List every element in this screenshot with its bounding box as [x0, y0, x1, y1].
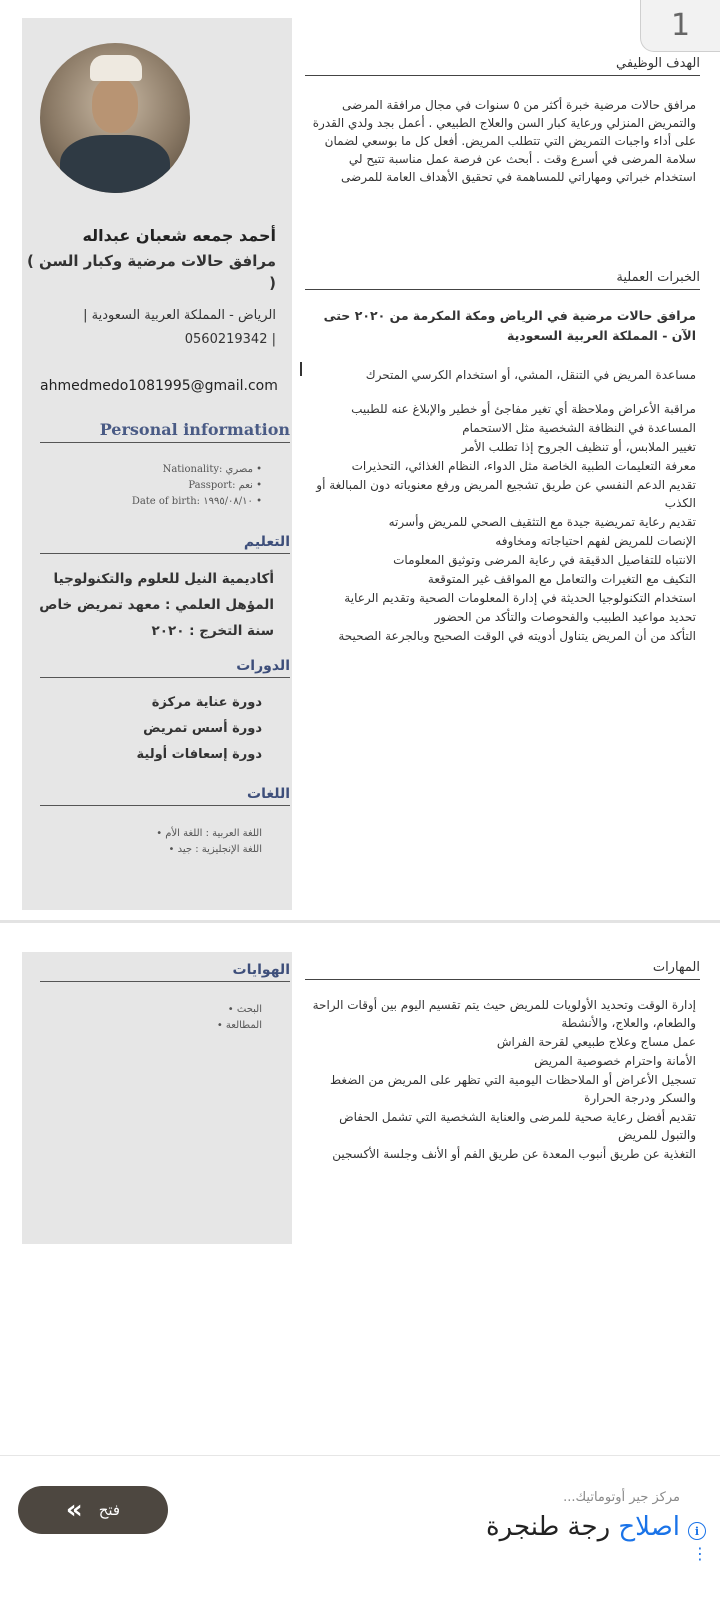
list-item: تغيير الملابس، أو تنظيف الجروح إذا تطلب الأمر — [461, 440, 696, 454]
list-item: Passport: نعم • — [32, 478, 262, 494]
list-item: Date of birth: ١٩٩٥/٠٨/١٠ • — [32, 494, 262, 510]
list-item: دورة أسس تمريض — [143, 721, 262, 736]
profile-location-phone: الرياض - المملكة العربية السعودية | | 0560219342 — [83, 308, 276, 347]
list-item: التغذية عن طريق أنبوب المعدة عن طريق الفم أو الأنف وجلسة الأكسجين — [332, 1147, 696, 1161]
cv-sidebar-page2 — [22, 952, 292, 1244]
list-item: سنة التخرج : ٢٠٢٠ — [151, 623, 274, 639]
list-item: دورة إسعافات أولية — [136, 747, 262, 762]
info-icon[interactable]: i — [688, 1522, 706, 1540]
list-item: أكاديمية النيل للعلوم والتكنولوجيا — [53, 571, 274, 587]
page-number-badge: 1 — [640, 0, 720, 52]
list-item: تقديم الدعم النفسي عن طريق تشجيع المريض ورفع معنوياته دون المبالغة أو الكذب — [316, 478, 696, 510]
list-item: دورة عناية مركزة — [151, 695, 262, 710]
personal-info-list — [32, 462, 262, 510]
ad-title[interactable] — [486, 1512, 680, 1542]
list-item: المساعدة في النظافة الشخصية مثل الاستحمام — [462, 421, 696, 435]
page-divider — [0, 920, 720, 923]
list-item: المؤهل العلمي : معهد تمريض خاص — [39, 597, 274, 613]
list-item: اللغة العربية : اللغة الأم • — [32, 826, 262, 842]
profile-email: ahmedmedo1081995@gmail.com — [40, 378, 278, 394]
courses-list — [32, 690, 262, 768]
cv-sidebar — [22, 18, 292, 910]
list-item: المطالعة • — [32, 1018, 262, 1034]
list-item: الانتباه للتفاصيل الدقيقة في رعاية المرضى وتوثيق المعلومات — [393, 553, 696, 567]
list-item: تقديم رعاية تمريضية جيدة مع التثقيف الصحي للمريض وأسرته — [388, 515, 696, 529]
more-options-icon[interactable]: ⋮ — [692, 1544, 708, 1563]
list-item: تسجيل الأعراض أو الملاحظات اليومية التي تظهر على المريض من الضغط والسكر ودرجة الحرارة — [330, 1073, 696, 1105]
list-item: التأكد من أن المريض يتناول أدويته في الوقت الصحيح وبالجرعة الصحيحة — [338, 629, 696, 643]
experience-list — [308, 366, 696, 646]
list-item: اللغة الإنجليزية : جيد • — [32, 842, 262, 858]
personal-info-heading: Personal information — [40, 420, 290, 443]
skills-list — [308, 996, 696, 1164]
education-heading: التعليم — [40, 534, 290, 554]
ad-open-label: فتح — [98, 1501, 121, 1519]
skills-heading: المهارات — [305, 960, 700, 980]
list-item: Nationality: مصري • — [32, 462, 262, 478]
objective-heading: الهدف الوظيفي — [305, 56, 700, 76]
double-chevron-icon: « — [65, 1495, 83, 1525]
text-cursor — [300, 362, 302, 376]
list-item: تحديد مواعيد الطبيب والفحوصات والتأكد من الحضور — [434, 610, 696, 624]
list-item: عمل مساج وعلاج طبيعي لقرحة الفراش — [496, 1035, 696, 1049]
hobbies-heading: الهوايات — [40, 962, 290, 982]
ad-open-button[interactable] — [18, 1486, 168, 1534]
list-item: الأمانة واحترام خصوصية المريض — [534, 1054, 696, 1068]
list-item: البحث • — [32, 1002, 262, 1018]
profile-name: أحمد جمعه شعبان عبداله — [82, 226, 276, 245]
list-item: تقديم أفضل رعاية صحية للمرضى والعناية الشخصية التي تشمل الحفاض والتبول للمريض — [339, 1110, 696, 1142]
list-item: الإنصات للمريض لفهم احتياجاته ومخاوفه — [495, 534, 696, 548]
education-details — [24, 568, 274, 646]
avatar — [40, 43, 190, 193]
experience-heading: الخبرات العملية — [305, 270, 700, 290]
list-item: التكيف مع التغيرات والتعامل مع المواقف غير المتوقعة — [427, 572, 696, 586]
ad-subtitle: مركز جير أوتوماتيك... — [563, 1490, 680, 1505]
list-item: معرفة التعليمات الطبية الخاصة مثل الدواء، النظام الغذائي، التحذيرات — [351, 459, 696, 473]
courses-heading: الدورات — [40, 658, 290, 678]
ad-title-rest: رجة طنجرة — [486, 1512, 611, 1542]
languages-list — [32, 826, 262, 858]
list-item: مراقبة الأعراض وملاحظة أي تغير مفاجئ أو خطير والإبلاغ عنه للطبيب — [351, 402, 696, 416]
languages-heading: اللغات — [40, 786, 290, 806]
ad-title-accent: اصلاح — [618, 1512, 680, 1542]
experience-title: مرافق حالات مرضية في الرياض ومكة المكرمة من ٢٠٢٠ حتى الآن - المملكة العربية السعودية — [323, 308, 696, 343]
profile-role: مرافق حالات مرضية وكبار السن ) ( — [26, 252, 276, 292]
list-item: إدارة الوقت وتحديد الأولويات للمريض حيث يتم تقسيم اليوم بين أوقات الراحة والطعام، والعلاج، والأنشطة — [312, 998, 696, 1030]
list-item: استخدام التكنولوجيا الحديثة في إدارة المعلومات الصحية وتقديم الرعاية — [344, 591, 696, 605]
objective-text: مرافق حالات مرضية خبرة أكثر من ٥ سنوات في مجال مرافقة المرضى والتمريض المنزلي ورعاية كبار السن والعلاج الطبيعي . أعمل بجد ولدي القدرة على أداء واجبات التمريض التي تتطلب المريض. أفعل كل ما بوسعي لضمان سلامة المرضى في أسرع وقت . أبحث عن فرصة عمل مناسبة تتيح لي استخدام خبراتي ومهاراتي للمساهمة في تحقيق الأهداف العامة للمرضى — [312, 98, 696, 184]
hobbies-list — [32, 1002, 262, 1034]
list-item: مساعدة المريض في التنقل، المشي، أو استخدام الكرسي المتحرك — [365, 368, 696, 382]
